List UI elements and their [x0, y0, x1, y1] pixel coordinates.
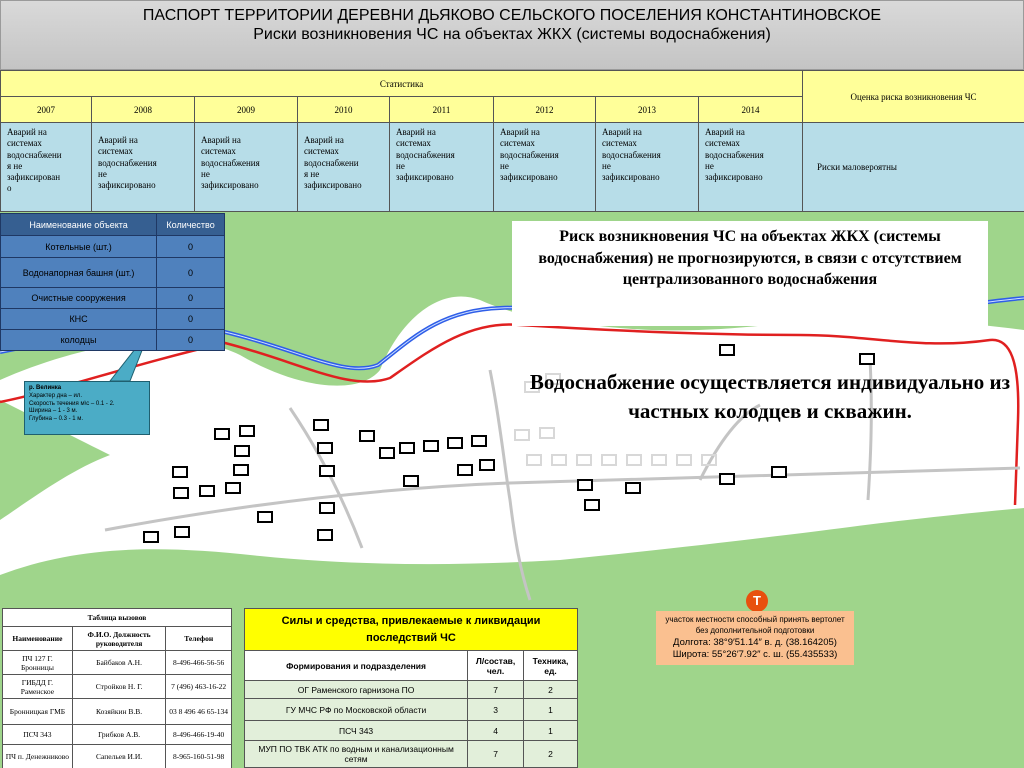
year-cell: 2008 — [92, 97, 195, 123]
objects-header-count: Количество — [157, 214, 225, 236]
table-row — [245, 681, 578, 699]
river-callout — [24, 381, 150, 435]
force-staff: 3 — [468, 699, 524, 721]
table-row — [3, 651, 232, 675]
year-cell: 2014 — [699, 97, 803, 123]
accident-cell: Аварий на системах водоснабжени я не зафиксировано — [298, 123, 390, 212]
calls-table — [2, 608, 232, 768]
table-row — [245, 741, 578, 768]
year-cell: 2012 — [494, 97, 596, 123]
river-line: Ширина – 1 - 3 м. — [29, 408, 78, 415]
river-line: Глубина – 0.3 - 1 м. — [29, 416, 84, 423]
accident-cell: Аварий на системах водоснабжения не зафиксировано — [195, 123, 298, 212]
table-row — [3, 745, 232, 768]
year-cell: 2013 — [596, 97, 699, 123]
river-title: р. Велинка — [29, 385, 62, 391]
river-line: Характер дна – ил. — [29, 392, 83, 399]
calls-header-phone: Телефон — [166, 627, 232, 651]
force-unit: ГУ МЧС РФ по Московской области — [245, 699, 468, 721]
helipad-info — [656, 611, 854, 665]
force-staff: 7 — [468, 741, 524, 768]
call-person: Грибков А.В. — [72, 725, 166, 745]
accident-cell: Аварий на системах водоснабжения не зафиксировано — [92, 123, 195, 212]
year-cell: 2007 — [1, 97, 92, 123]
object-name: Водонапорная башня (шт.) — [1, 258, 157, 288]
calls-title: Таблица вызовов — [3, 609, 232, 627]
accident-cell: Аварий на системах водоснабжения не зафиксировано — [390, 123, 494, 212]
risk-assessment-header: Оценка риска возникновения ЧС — [803, 71, 1024, 123]
force-staff: 4 — [468, 721, 524, 741]
table-row — [245, 699, 578, 721]
objects-table — [0, 213, 225, 351]
page-title: ПАСПОРТ ТЕРРИТОРИИ ДЕРЕВНИ ДЬЯКОВО СЕЛЬСКОГО ПОСЕЛЕНИЯ КОНСТАНТИНОВСКОЕ — [142, 7, 882, 24]
table-row — [1, 258, 225, 288]
objects-header-name: Наименование объекта — [1, 214, 157, 236]
risk-statement: Риск возникновения ЧС на объектах ЖКХ (системы водоснабжения) не прогнозируются, в связи с отсутствием централизованного водоснабжения — [512, 221, 988, 326]
helipad-latitude: Широта: 55°26′7.92″ с. ш. (55.435533) — [672, 649, 838, 661]
table-row — [245, 721, 578, 741]
helipad-text: участок местности способный принять вертолет без дополнительной подготовки — [665, 615, 845, 635]
object-count: 0 — [157, 330, 225, 351]
call-person: Стройков Н. Г. — [72, 675, 166, 699]
page-header — [0, 0, 1024, 70]
year-cell: 2010 — [298, 97, 390, 123]
force-unit: МУП ПО ТВК АТК по водным и канализационным сетям — [245, 741, 468, 768]
helipad-longitude: Долгота: 38°9′51.14″ в. д. (38.164205) — [673, 636, 837, 648]
call-name: ПСЧ 343 — [3, 725, 73, 745]
object-count: 0 — [157, 258, 225, 288]
forces-header-equipment: Техника, ед. — [524, 651, 578, 681]
call-phone: 7 (496) 463-16-22 — [166, 675, 232, 699]
force-equipment: 2 — [524, 741, 578, 768]
table-row — [1, 309, 225, 330]
force-equipment: 2 — [524, 681, 578, 699]
accidents-row — [1, 123, 1024, 212]
water-supply-statement: Водоснабжение осуществляется индивидуально из частных колодцев и скважин. — [529, 370, 1011, 424]
helipad-marker-icon: Т — [746, 590, 768, 612]
call-phone: 8-965-160-51-98 — [166, 745, 232, 768]
page-subtitle: Риски возникновения ЧС на объектах ЖКХ (системы водоснабжения) — [253, 26, 771, 43]
accident-cell: Аварий на системах водоснабжения не зафиксировано — [494, 123, 596, 212]
call-name: ПЧ 127 Г. Бронницы — [3, 651, 73, 675]
statistics-label: Статистика — [1, 71, 803, 97]
call-person: Байбаков А.Н. — [72, 651, 166, 675]
forces-title: Силы и средства, привлекаемые к ликвидации последствий ЧС — [245, 609, 578, 651]
call-person: Сапельев И.И. — [72, 745, 166, 768]
statistics-table — [0, 70, 1024, 212]
force-staff: 7 — [468, 681, 524, 699]
forces-header-unit: Формирования и подразделения — [245, 651, 468, 681]
call-phone: 8-496-466-19-40 — [166, 725, 232, 745]
call-person: Козяйкин В.В. — [72, 699, 166, 725]
calls-header-name: Наименование — [3, 627, 73, 651]
table-row — [3, 675, 232, 699]
accident-cell: Аварий на системах водоснабжени я не зафиксирован о — [1, 123, 92, 212]
force-unit: ПСЧ 343 — [245, 721, 468, 741]
forces-table — [244, 608, 578, 768]
object-name: КНС — [1, 309, 157, 330]
force-unit: ОГ Раменского гарнизона ПО — [245, 681, 468, 699]
object-name: Котельные (шт.) — [1, 236, 157, 258]
river-line: Скорость течения м\с – 0.1 - 2. — [29, 400, 115, 407]
object-count: 0 — [157, 288, 225, 309]
table-row — [1, 330, 225, 351]
year-cell: 2009 — [195, 97, 298, 123]
accident-cell: Аварий на системах водоснабжения не зафиксировано — [699, 123, 803, 212]
calls-header-person: Ф.И.О. Должность руководителя — [72, 627, 166, 651]
call-name: Бронницкая ГМБ — [3, 699, 73, 725]
table-row — [3, 699, 232, 725]
call-phone: 03 8 496 46 65-134 — [166, 699, 232, 725]
accident-cell: Аварий на системах водоснабжения не зафиксировано — [596, 123, 699, 212]
call-name: ГИБДД Г. Раменское — [3, 675, 73, 699]
call-phone: 8-496-466-56-56 — [166, 651, 232, 675]
risk-value: Риски маловероятны — [803, 123, 1024, 212]
year-cell: 2011 — [390, 97, 494, 123]
table-row — [3, 725, 232, 745]
force-equipment: 1 — [524, 699, 578, 721]
forces-header-staff: Л/состав, чел. — [468, 651, 524, 681]
call-name: ПЧ п. Денежниково — [3, 745, 73, 768]
table-row — [1, 288, 225, 309]
object-name: Очистные сооружения — [1, 288, 157, 309]
object-name: колодцы — [1, 330, 157, 351]
force-equipment: 1 — [524, 721, 578, 741]
object-count: 0 — [157, 236, 225, 258]
object-count: 0 — [157, 309, 225, 330]
table-row — [1, 236, 225, 258]
